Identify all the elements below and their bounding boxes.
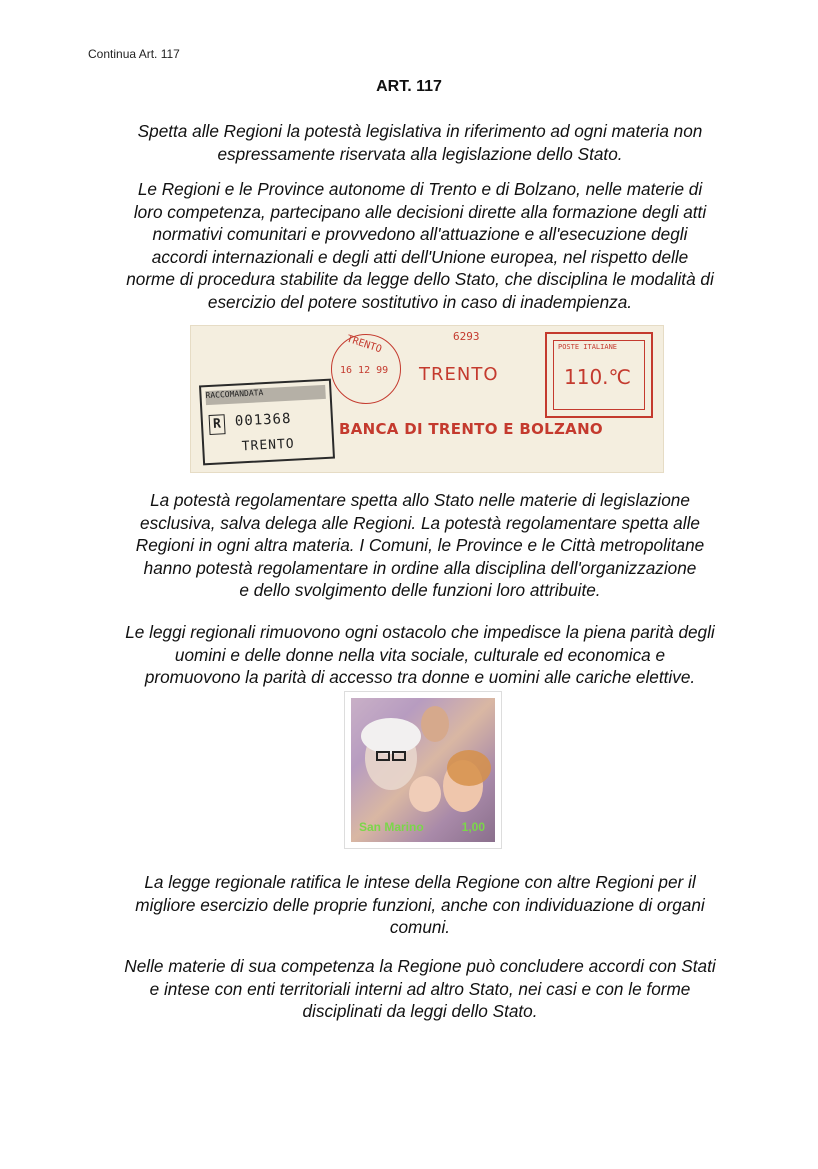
stamp-picture [351,698,495,842]
registration-label [199,379,335,466]
text-line: Nelle materie di sua competenza la Regione può concludere accordi con Stati [124,956,716,976]
machine-number: 6293 [453,330,480,343]
paragraph-3 [70,489,770,602]
stamp-country: San Marino [359,820,424,834]
paragraph-1 [70,120,770,165]
text-line: e intese con enti territoriali interni ad altro Stato, nei casi e con le forme [149,978,691,999]
stamp-value: 1,00 [461,820,485,834]
text-line: La potestà regolamentare spetta allo Stato nelle materie di legislazione [150,490,690,510]
meter-sender: BANCA DI TRENTO E BOLZANO [339,420,603,438]
text-line: Le leggi regionali rimuovono ogni ostacolo che impedisce la piena parità degli [125,622,715,642]
text-line: La legge regionale ratifica le intese della Regione con altre Regioni per il [144,872,696,892]
registration-city: TRENTO [241,436,296,455]
meter-value-frame [553,340,645,410]
text-line: loro competenza, partecipano alle decisioni dirette alla formazione degli atti [133,201,707,222]
paragraph-2 [70,178,770,314]
meter-city: TRENTO [419,364,499,385]
text-line: hanno potestà regolamentare in ordine alla disciplina dell'organizzazione [143,557,697,578]
postmark-date: 16 12 99 [340,365,389,376]
text-line: uomini e delle donne nella vita sociale, culturale ed economica e [174,644,666,665]
text-line: esercizio del potere sostitutivo in caso di inadempienza. [207,291,633,312]
registration-mark: R [209,414,226,435]
continuation-note: Continua Art. 117 [88,47,180,61]
text-line: Spetta alle Regioni la potestà legislativa in riferimento ad ogni materia non [137,121,703,141]
paragraph-4 [70,621,770,689]
face-shape [409,776,441,812]
meter-postmark [190,325,664,473]
text-line: Regioni in ogni altra materia. I Comuni, le Province e le Città metropolitane [135,535,705,556]
registration-number: 001368 [234,410,292,430]
paragraph-6 [70,955,770,1023]
postage-stamp [345,692,501,848]
article-title: ART. 117 [376,78,442,95]
meter-value-box [545,332,653,418]
text-line: e dello svolgimento delle funzioni loro attribuite. [239,580,601,601]
meter-country: POSTE ITALIANE [558,343,618,351]
text-line: espressamente riservata alla legislazione dello Stato. [217,143,623,164]
text-line: migliore esercizio delle proprie funzioni, anche con individuazione di organi [135,894,705,915]
face-shape [421,706,449,742]
postmark-city: TRENTO [345,333,383,356]
registration-band: RACCOMANDATA [205,385,326,405]
text-line: Le Regioni e le Province autonome di Trento e di Bolzano, nelle materie di [137,179,703,199]
text-line: comuni. [389,917,451,938]
hair-shape [361,718,421,754]
meter-value: 110.℃ [564,365,631,389]
text-line: normativi comunitari e provvedono all'attuazione e all'esecuzione degli [152,224,688,245]
text-line: accordi internazionali e degli atti dell'Unione europea, nel rispetto delle [151,246,689,267]
text-line: norme di procedura stabilite da legge dello Stato, che disciplina le modalità di [126,269,714,290]
text-line: promuovono la parità di accesso tra donne e uomini alle cariche elettive. [144,667,696,688]
text-line: disciplinati da leggi dello Stato. [302,1001,538,1022]
hair-shape [447,750,491,786]
text-line: esclusiva, salva delega alle Regioni. La potestà regolamentare spetta alle [140,512,700,533]
paragraph-5 [70,871,770,939]
postmark-circle [331,334,401,404]
